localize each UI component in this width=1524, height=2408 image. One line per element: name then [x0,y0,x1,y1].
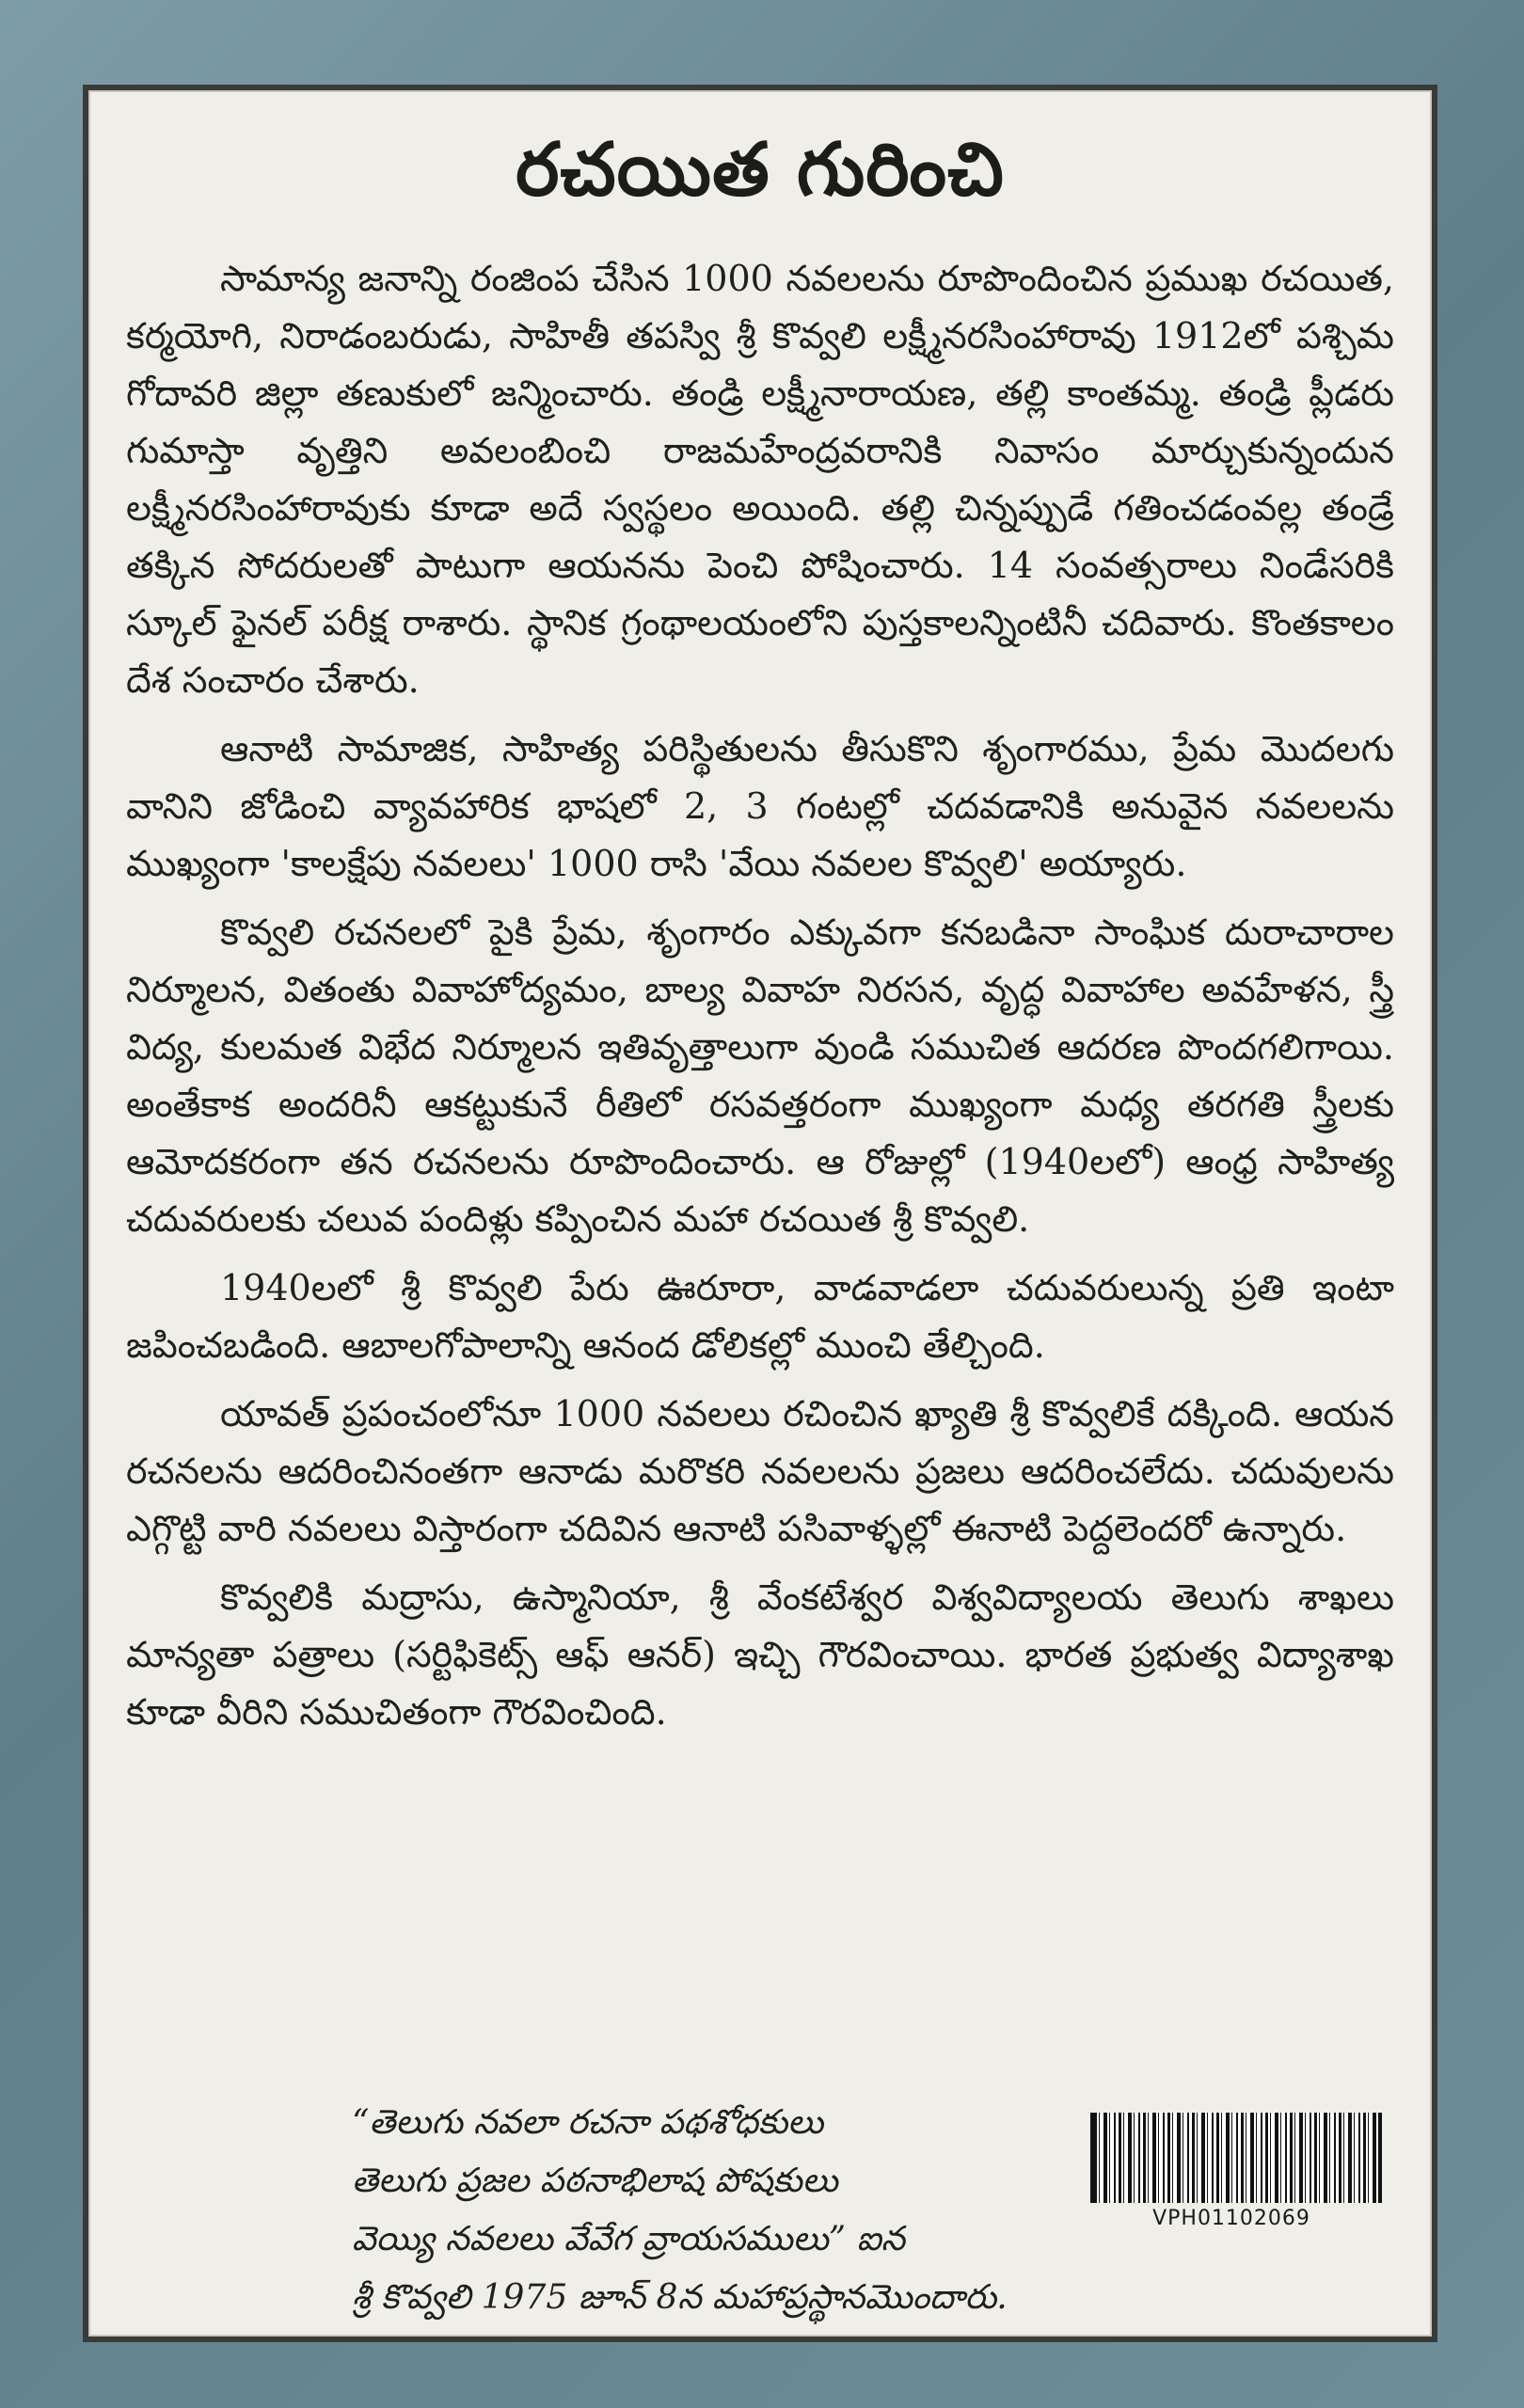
paragraph-5: యావత్ ప్రపంచంలోనూ 1000 నవలలు రచించిన ఖ్యాతి శ్రీ కొవ్వలికే దక్కింది. ఆయన రచనలను ఆదరించినంతగా ఆనాడు మరొకరి నవలలను ప్రజలు ఆదరించలేదు. చదువులను ఎగ్గొట్టి వారి నవలలు విస్తారంగా చదివిన ఆనాటి పసివాళ్ళల్లో ఈనాటి పెద్దలెందరో ఉన్నారు. [126,1393,1394,1549]
paragraph-6: కొవ్వలికి మద్రాసు, ఉస్మానియా, శ్రీ వేంకటేశ్వర విశ్వవిద్యాలయ తెలుగు శాఖలు మాన్యతా పత్రాలు (సర్టిఫికెట్స్ ఆఫ్ ఆనర్) ఇచ్చి గౌరవించాయి. భారత ప్రభుత్వ విద్యాశాఖ కూడా వీరిని సముచితంగా గౌరవించింది. [126,1576,1394,1733]
paragraph-1: సామాన్య జనాన్ని రంజింప చేసిన 1000 నవలలను రూపొందించిన ప్రముఖ రచయిత, కర్మయోగి, నిరాడంబరుడు, సాహితీ తపస్వి శ్రీ కొవ్వలి లక్ష్మీనరసింహారావు 1912లో పశ్చిమ గోదావరి జిల్లా తణుకులో జన్మించారు. తండ్రి లక్ష్మీనారాయణ, తల్లి కాంతమ్మ. తండ్రి ప్లీడరు గుమాస్తా వృత్తిని అవలంబించి రాజమహేంద్రవరానికి నివాసం మార్చుకున్నందున లక్ష్మీనరసింహారావుకు కూడా అదే స్వస్థలం అయింది. తల్లి చిన్నప్పుడే గతించడంవల్ల తండ్రే తక్కిన సోదరులతో పాటుగా ఆయనను పెంచి పోషించారు. 14 సంవత్సరాలు నిండేసరికి స్కూల్ ఫైనల్ పరీక్ష రాశారు. స్థానిక గ్రంథాలయంలోని పుస్తకాలన్నింటినీ చదివారు. కొంతకాలం దేశ సంచారం చేశారు. [126,258,1394,701]
closing-verse [352,2094,1008,2327]
biography-text [126,250,1394,1752]
paragraph-4: 1940లలో శ్రీ కొవ్వలి పేరు ఊరూరా, వాడవాడలా చదువరులున్న ప్రతి ఇంటా జపించబడింది. ఆబాలగోపాలాన్ని ఆనంద డోలికల్లో ముంచి తేల్చింది. [126,1267,1394,1366]
barcode [1090,2113,1391,2244]
verse-line-3: వెయ్యి నవలలు వేవేగ వ్రాయసములు” ఐన [352,2220,905,2258]
paragraph-2: ఆనాటి సామాజిక, సాహిత్య పరిస్థితులను తీసుకొని శృంగారము, ప్రేమ మొదలగు వానిని జోడించి వ్యావహారిక భాషలో 2, 3 గంటల్లో చదవడానికి అనువైన నవలలను ముఖ్యంగా 'కాలక్షేపు నవలలు' 1000 రాసి 'వేయి నవలల కొవ్వలి' అయ్యారు. [126,728,1394,884]
paragraph-3: కొవ్వలి రచనలలో పైకి ప్రేమ, శృంగారం ఎక్కువగా కనబడినా సాంఘిక దురాచారాల నిర్మూలన, వితంతు వివాహోద్యమం, బాల్య వివాహ నిరసన, వృద్ధ వివాహాల అవహేళన, స్త్రీ విద్య, కులమత విభేద నిర్మూలన ఇతివృత్తాలుగా వుండి సముచిత ఆదరణ పొందగలిగాయి. అంతేకాక అందరినీ ఆకట్టుకునే రీతిలో రసవత్తరంగా ముఖ్యంగా మధ్య తరగతి స్త్రీలకు ఆమోదకరంగా తన రచనలను రూపొందించారు. ఆ రోజుల్లో (1940లలో) ఆంధ్ర సాహిత్య చదువరులకు చలువ పందిళ్లు కప్పించిన మహా రచయిత శ్రీ కొవ్వలి. [126,911,1394,1240]
verse-line-4: శ్రీ కొవ్వలి 1975 జూన్ 8న మహాప్రస్థానమొందారు. [352,2278,1008,2317]
page-title: రచయిత గురించి [516,128,1005,213]
barcode-bars [1090,2113,1382,2203]
barcode-number: VPH01102069 [1152,2207,1310,2230]
text-panel [83,85,1437,2342]
verse-line-2: తెలుగు ప్రజల పఠనాభిలాష పోషకులు [352,2162,838,2200]
verse-line-1: “తెలుగు నవలా రచనా పథశోధకులు [352,2103,824,2142]
